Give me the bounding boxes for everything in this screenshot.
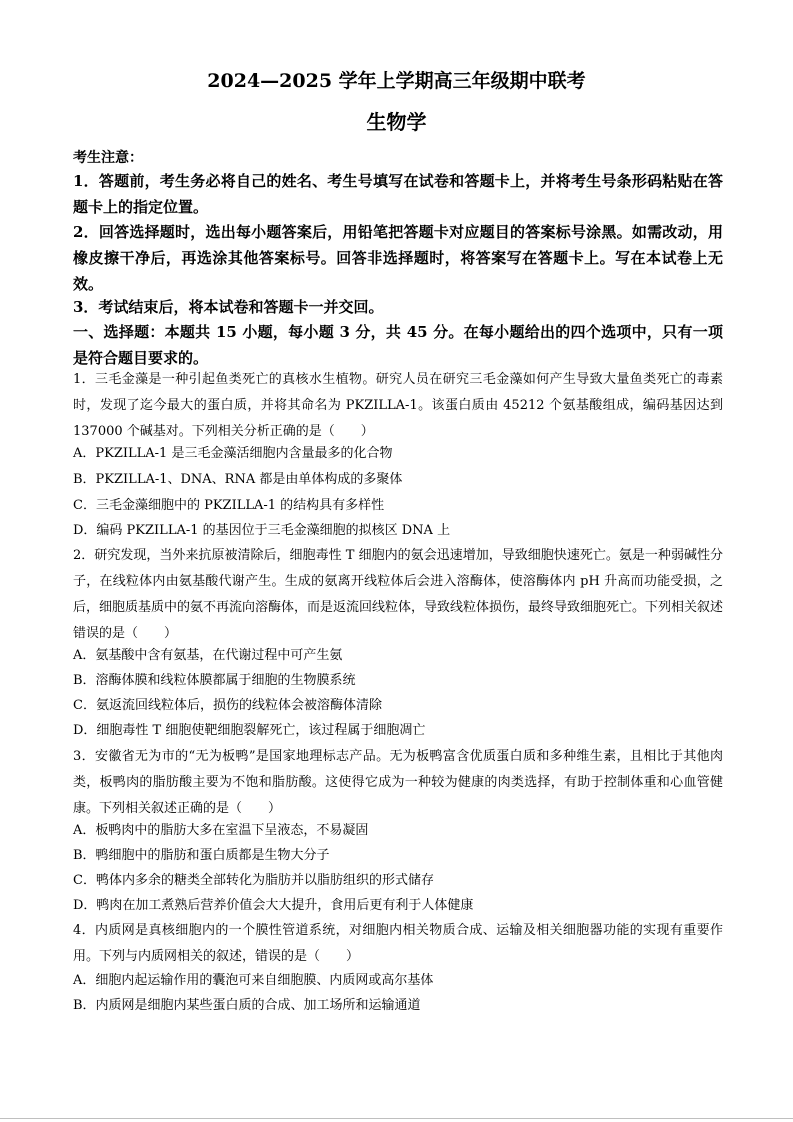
question-option: A．板鸭肉中的脂肪大多在室温下呈液态，不易凝固 bbox=[73, 823, 369, 838]
question-option: B．鸭细胞中的脂肪和蛋白质都是生物大分子 bbox=[73, 848, 330, 863]
notice-item: 3．考试结束后，将本试卷和答题卡一并交回。 bbox=[73, 298, 384, 316]
question-option: B．PKZILLA-1、DNA、RNA 都是由单体构成的多聚体 bbox=[73, 472, 403, 487]
notice-item: 1．答题前，考生务必将自己的姓名、考生号填写在试卷和答题卡上，并将考生号条形码粘贴在答题卡上的指定位置。 bbox=[73, 172, 723, 216]
notice-item: 2．回答选择题时，选出每小题答案后，用铅笔把答题卡对应题目的答案标号涂黑。如需改动，用橡皮擦干净后，再选涂其他答案标号。回答非选择题时，将答案写在答题卡上。写在本试卷上无效。 bbox=[73, 223, 723, 293]
question-option: D．细胞毒性 T 细胞使靶细胞裂解死亡，该过程属于细胞凋亡 bbox=[73, 723, 426, 738]
question-option: A．氨基酸中含有氨基，在代谢过程中可产生氨 bbox=[73, 648, 343, 663]
page-bottom-divider bbox=[0, 1118, 793, 1119]
notice-heading: 考生注意： bbox=[73, 150, 143, 166]
exam-title: 2024—2025 学年上学期高三年级期中联考 bbox=[207, 70, 586, 92]
question-option: C．氨返流回线粒体后，损伤的线粒体会被溶酶体清除 bbox=[73, 698, 382, 713]
subject-title: 生物学 bbox=[366, 110, 427, 134]
question-option: D．鸭肉在加工煮熟后营养价值会大大提升，食用后更有利于人体健康 bbox=[73, 898, 474, 913]
question-option: A．细胞内起运输作用的囊泡可来自细胞膜、内质网或高尔基体 bbox=[73, 973, 434, 988]
question-option: D．编码 PKZILLA-1 的基因位于三毛金藻细胞的拟核区 DNA 上 bbox=[73, 523, 451, 538]
question-stem: 3．安徽省无为市的“无为板鸭”是国家地理标志产品。无为板鸭富含优质蛋白质和多种维生素，且相比于其他肉类，板鸭肉的脂肪酸主要为不饱和脂肪酸。这使得它成为一种较为健康的肉类选择，有助于控制体重和心血管健康。下列相关叙述正确的是（ ） bbox=[73, 749, 723, 816]
question-option: C．三毛金藻细胞中的 PKZILLA-1 的结构具有多样性 bbox=[73, 498, 385, 513]
question-stem: 2．研究发现，当外来抗原被清除后，细胞毒性 T 细胞内的氨会迅速增加，导致细胞快速死亡。氨是一种弱碱性分子，在线粒体内由氨基酸代谢产生。生成的氨离开线粒体后会进入溶酶体，使溶酶体内 pH 升高而功能受损，之后，细胞质基质中的氨不再流向溶酶体，而是返流回线粒体，导致线粒体损伤，最终导致细胞死亡。下列相关叙述错误的是（ ） bbox=[73, 548, 724, 641]
question-option: A．PKZILLA-1 是三毛金藻活细胞内含量最多的化合物 bbox=[73, 446, 393, 461]
question-option: B．内质网是细胞内某些蛋白质的合成、加工场所和运输通道 bbox=[73, 998, 421, 1013]
question-option: C．鸭体内多余的糖类全部转化为脂肪并以脂肪组织的形式储存 bbox=[73, 873, 434, 888]
section-heading: 一、选择题：本题共 15 小题，每小题 3 分，共 45 分。在每小题给出的四个选项中，只有一项是符合题目要求的。 bbox=[73, 323, 723, 367]
question-stem: 4．内质网是真核细胞内的一个膜性管道系统，对细胞内相关物质合成、运输及相关细胞器功能的实现有重要作用。下列与内质网相关的叙述，错误的是（ ） bbox=[73, 923, 723, 964]
question-option: B．溶酶体膜和线粒体膜都属于细胞的生物膜系统 bbox=[73, 673, 356, 688]
question-stem: 1．三毛金藻是一种引起鱼类死亡的真核水生植物。研究人员在研究三毛金藻如何产生导致大量鱼类死亡的毒素时，发现了迄今最大的蛋白质，并将其命名为 PKZILLA-1。该蛋白质由 45212 个氨基酸组成，编码基因达到 137000 个碱基对。下列相关分析正确的是（ ） bbox=[73, 372, 723, 439]
